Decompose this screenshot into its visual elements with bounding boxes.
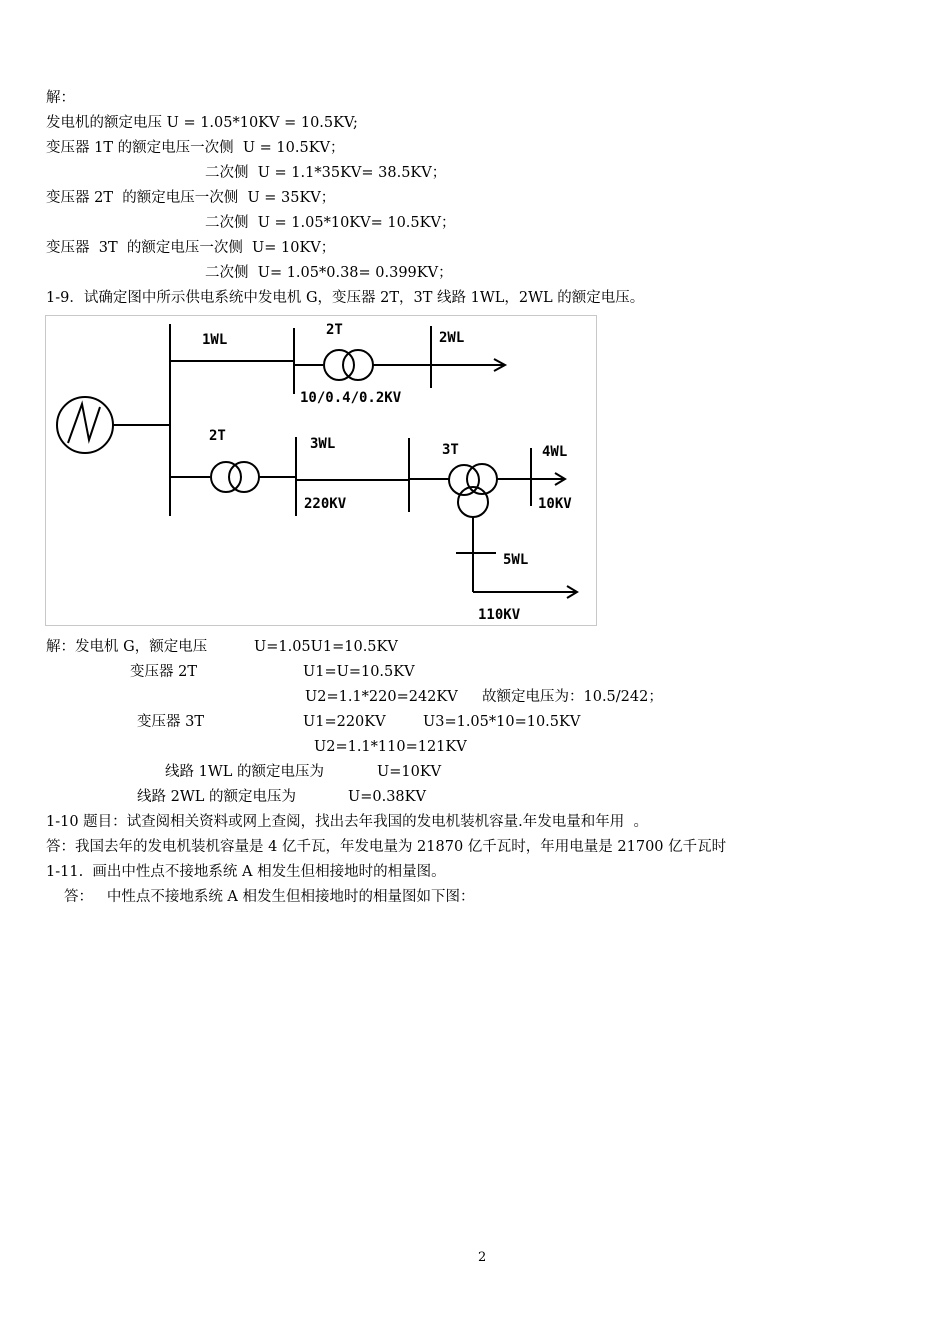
label-2t-top: 2T — [326, 322, 343, 338]
label-2t-rating: 10/0.4/0.2KV — [300, 390, 402, 406]
sol-t2-u2: U2=1.1*220=242KV — [305, 689, 458, 705]
label-2wl: 2WL — [439, 330, 465, 346]
sol-t3: 变压器 3T — [137, 714, 205, 730]
sol-t3-u3: U3=1.05*10=10.5KV — [423, 714, 581, 730]
answer-1-11: 答： 中性点不接地系统 A 相发生但相接地时的相量图如下图： — [64, 889, 475, 905]
t3-primary-line: 变压器 3T 的额定电压一次侧 U= 10KV； — [46, 240, 336, 256]
sol-generator-value: U=1.05U1=10.5KV — [254, 639, 398, 655]
sol-generator: 解：发电机 G，额定电压 — [46, 639, 208, 655]
answer-1-10: 答：我国去年的发电机装机容量是 4 亿千瓦，年发电量为 21870 亿千瓦时，年用电量是 21700 亿千瓦时 — [46, 839, 727, 855]
t2-primary-line: 变压器 2T 的额定电压一次侧 U = 35KV； — [46, 190, 336, 206]
t2-secondary-line: 二次侧 U = 1.05*10KV= 10.5KV； — [205, 215, 456, 231]
t1-primary-line: 变压器 1T 的额定电压一次侧 U = 10.5KV； — [46, 140, 345, 156]
sol-1wl: 线路 1WL 的额定电压为 — [165, 764, 324, 780]
power-system-diagram — [45, 315, 597, 626]
question-1-9: 1-9．试确定图中所示供电系统中发电机 G，变压器 2T，3T 线路 1WL，2WL 的额定电压。 — [46, 290, 645, 306]
page-number: 2 — [478, 1250, 487, 1265]
label-5wl: 5WL — [503, 552, 529, 568]
transformer-2t-top-b — [343, 350, 373, 380]
question-1-10: 1-10 题目：试查阅相关资料或网上查阅，找出去年我国的发电机装机容量.年发电量和年用 。 — [46, 814, 649, 830]
label-2t-bottom: 2T — [209, 428, 226, 444]
question-1-11: 1-11. 画出中性点不接地系统 A 相发生但相接地时的相量图。 — [46, 864, 446, 880]
transformer-2t-bottom-a — [211, 462, 241, 492]
t1-secondary-line: 二次侧 U = 1.1*35KV= 38.5KV； — [205, 165, 447, 181]
sol-2wl: 线路 2WL 的额定电压为 — [137, 789, 296, 805]
sol-2wl-value: U=0.38KV — [348, 789, 426, 805]
label-1wl: 1WL — [202, 332, 228, 348]
label-10kv: 10KV — [538, 496, 572, 512]
label-3t: 3T — [442, 442, 459, 458]
sol-t3-u2: U2=1.1*110=121KV — [314, 739, 467, 755]
diagram-svg — [46, 316, 598, 627]
sol-1wl-value: U=10KV — [377, 764, 442, 780]
generator-voltage-line: 发电机的额定电压 U = 1.05*10KV = 10.5KV; — [46, 115, 358, 131]
sol-t3-u1: U1=220KV — [303, 714, 386, 730]
sol-t2-u1: U1=U=10.5KV — [303, 664, 415, 680]
label-3wl: 3WL — [310, 436, 336, 452]
transformer-2t-bottom-b — [229, 462, 259, 492]
generator-wave — [68, 404, 100, 443]
sol-t2: 变压器 2T — [130, 664, 198, 680]
label-220kv: 220KV — [304, 496, 347, 512]
transformer-2t-top-a — [324, 350, 354, 380]
generator-symbol — [57, 397, 113, 453]
solution-heading: 解： — [46, 90, 75, 106]
label-4wl: 4WL — [542, 444, 568, 460]
t3-secondary-line: 二次侧 U= 1.05*0.38= 0.399KV； — [205, 265, 453, 281]
sol-t2-rated: 故额定电压为：10.5/242； — [482, 689, 663, 705]
label-110kv: 110KV — [478, 607, 521, 623]
